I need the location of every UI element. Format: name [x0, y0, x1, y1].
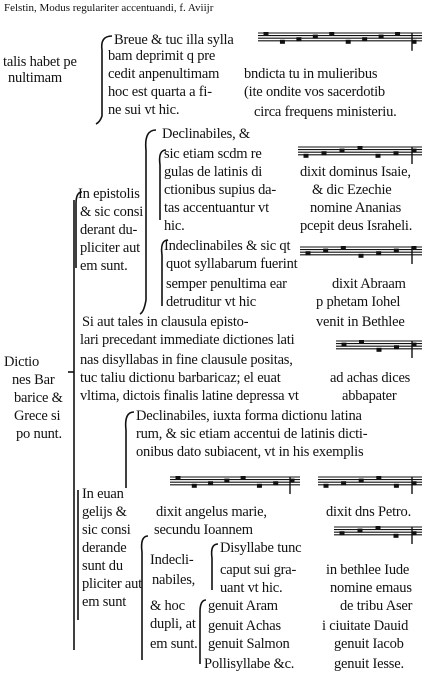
neume-note: [341, 481, 346, 485]
indecl1-example-1: dixit Abraam: [332, 276, 406, 292]
intro-line-3: cedit anpenultimam: [108, 66, 220, 82]
indecl1-line-4: detruditur vt hic: [166, 294, 257, 310]
indecl1-example-3: venit in Bethlee: [316, 314, 405, 330]
neume-note: [323, 249, 328, 253]
disyl-example-2: nomine emaus: [330, 580, 412, 596]
indecl1-example-2: p phetam Iohel: [316, 294, 401, 310]
neume-note: [377, 348, 382, 352]
neume-note: [304, 154, 309, 158]
neume-note: [376, 154, 381, 158]
neume-note: [394, 484, 399, 488]
neume-note: [359, 254, 364, 258]
neume-note: [322, 151, 327, 155]
margin-epistolis-line-1: In epistolis: [78, 186, 140, 202]
decl2-example-2: dixit dns Petro.: [326, 504, 412, 520]
margin-talis-line-1: talis habet pe: [3, 54, 77, 70]
music-staff-6: [318, 474, 422, 496]
intro-example-3: circa frequens ministeriu.: [254, 104, 397, 120]
decl1-example-2: & dic Ezechie: [312, 182, 392, 198]
neume-note: [394, 345, 399, 349]
genuit-example-2: i ciuitate Dauid: [322, 618, 409, 634]
indecl1-line-3: semper penultima ear: [166, 276, 287, 292]
neume-note: [306, 251, 311, 255]
disyl-example-1: in bethlee Iude: [326, 562, 410, 578]
neume-note: [358, 529, 363, 533]
margin-dictiones-line-2: nes Bar: [12, 372, 55, 388]
decl1-line-5: tas accentuantur vt: [164, 200, 269, 216]
intro-line-1: Breue & tuc illa sylla: [114, 32, 234, 48]
bracket-disyl: [212, 544, 218, 590]
decl1-line-4: ctionibus supius da-: [164, 182, 276, 198]
neume-note: [395, 32, 400, 36]
mid-line-5: vltima, dictois finalis latine depressa vt: [80, 388, 299, 404]
indecl2-line-4: dupli, at: [150, 616, 196, 632]
neume-note: [358, 146, 363, 150]
neume-note: [359, 340, 364, 344]
margin-dictiones-line-4: Grece si: [14, 408, 61, 424]
neume-note: [192, 484, 197, 488]
indecl2-line-1: Indecli-: [150, 552, 194, 568]
neume-note: [359, 479, 364, 483]
neume-note: [280, 40, 285, 44]
margin-dictiones-line-3: barice &: [14, 390, 63, 406]
decl1-example-3: nomine Ananias: [310, 200, 402, 216]
indecl2-line-2: nabiles,: [152, 572, 196, 588]
neume-note: [362, 37, 367, 41]
intro-line-4: hoc est quarta a fi-: [108, 84, 212, 100]
neume-note: [241, 476, 246, 480]
mid-example-1: ad achas dices: [330, 370, 411, 386]
decl1-line-2: sic etiam scdm re: [164, 146, 262, 162]
neume-note: [379, 35, 384, 39]
indecl2-line-3: & hoc: [150, 598, 185, 614]
margin-euangelijs-line-6: pliciter aut: [82, 576, 143, 592]
margin-euangelijs-line-1: In euan: [82, 486, 124, 502]
disyl-line-3: uant vt hic.: [220, 580, 283, 596]
decl1-line-1: Declinabiles, &: [162, 126, 251, 142]
bracket-genuit: [200, 600, 206, 664]
music-staff-7: [334, 524, 422, 546]
decl2-line-3: onibus dato subiacent, vt in his exemplis: [136, 444, 364, 460]
margin-euangelijs-line-7: em sunt: [82, 594, 127, 610]
genuit-example-4: genuit Iesse.: [334, 656, 404, 672]
decl1-example-1: dixit dominus Isaie,: [300, 164, 411, 180]
decl2-example-1: dixit angelus marie,: [156, 504, 267, 520]
decl1-line-3: gulas de latinis di: [164, 164, 263, 180]
margin-epistolis-line-2: & sic consi: [80, 204, 144, 220]
intro-example-2: (ite ondite vos sacerdotib: [244, 84, 385, 100]
music-staff-1: [258, 30, 422, 64]
mid-example-2: abbapater: [342, 388, 397, 404]
neume-note: [264, 32, 269, 36]
margin-euangelijs-line-5: sunt du: [82, 558, 123, 574]
genuit-example-3: genuit Iacob: [334, 636, 404, 652]
margin-talis-line-2: nultimam: [8, 70, 62, 86]
bracket-indecl2: [142, 536, 148, 660]
genuit-line-2: genuit Achas: [208, 618, 281, 634]
neume-note: [376, 526, 381, 530]
music-staff-4: [336, 338, 422, 360]
music-staff-5: [170, 474, 300, 496]
neume-note: [224, 479, 229, 483]
neume-note: [394, 249, 399, 253]
mid-line-2: lari precedant immediate dictiones lati: [80, 332, 295, 348]
margin-euangelijs-line-2: gelijs &: [82, 504, 127, 520]
neume-note: [394, 151, 399, 155]
neume-note: [324, 484, 329, 488]
decl2-example-3: secundu Ioannem: [154, 522, 253, 538]
intro-line-2: bam deprimit q pre: [108, 48, 216, 64]
indecl2-line-5: em sunt.: [150, 636, 198, 652]
mid-line-4: tuc taliu dictionu barbaricaz; el euat: [80, 370, 281, 386]
indecl1-line-1: Indeclinabiles & sic qt: [164, 238, 291, 254]
decl1-line-6: hic.: [164, 218, 185, 234]
neume-note: [296, 37, 301, 41]
margin-dictiones-line-5: po nunt.: [16, 426, 62, 442]
margin-euangelijs-line-4: derande: [82, 540, 127, 556]
neume-note: [340, 531, 345, 535]
mid-line-3: nas disyllabas in fine clausule positas,: [80, 352, 293, 368]
bracket-epistolis-outer: [140, 130, 156, 314]
music-staff-2: [298, 144, 422, 166]
genuit-line-4: Pollisyllabe &c.: [204, 656, 295, 672]
neume-note: [394, 534, 399, 538]
disyl-line-2: caput sui gra-: [220, 562, 297, 578]
neume-note: [342, 343, 347, 347]
neume-note: [340, 149, 345, 153]
neume-note: [346, 40, 351, 44]
neume-note: [329, 32, 334, 36]
mid-line-1: Si aut tales in clausula episto-: [82, 314, 249, 330]
genuit-line-1: genuit Aram: [208, 598, 278, 614]
margin-epistolis-line-3: derant du-: [80, 222, 138, 238]
margin-euangelijs-line-3: sic consi: [82, 522, 131, 538]
decl1-example-4: pcepit deus Israheli.: [300, 218, 413, 234]
neume-note: [376, 476, 381, 480]
disyl-line-1: Disyllabe tunc: [220, 540, 302, 556]
decl2-line-2: rum, & sic etiam accentui de latinis dicti-: [136, 426, 368, 442]
intro-example-1: bndicta tu in mulieribus: [244, 66, 378, 82]
neume-note: [257, 484, 262, 488]
indecl1-line-2: quot syllabarum fuerint: [166, 256, 298, 272]
bracket-decl2: [126, 412, 134, 488]
neume-note: [313, 35, 318, 39]
neume-note: [176, 476, 181, 480]
neume-note: [376, 251, 381, 255]
decl2-line-1: Declinabiles, iuxta forma dictionu latina: [136, 408, 362, 424]
neume-note: [273, 481, 278, 485]
genuit-line-3: genuit Salmon: [208, 636, 290, 652]
margin-epistolis-line-4: pliciter aut: [80, 240, 141, 256]
genuit-example-1: de tribu Aser: [340, 598, 413, 614]
neume-note: [208, 481, 213, 485]
music-staff-3: [300, 244, 422, 266]
page-header: Felstin, Modus regulariter accentuandi, f. Aviijr: [4, 2, 214, 14]
intro-line-5: ne sui vt hic.: [108, 102, 180, 118]
neume-note: [341, 246, 346, 250]
margin-epistolis-line-5: em sunt.: [80, 258, 128, 274]
margin-dictiones-line-1: Dictio: [4, 354, 40, 370]
